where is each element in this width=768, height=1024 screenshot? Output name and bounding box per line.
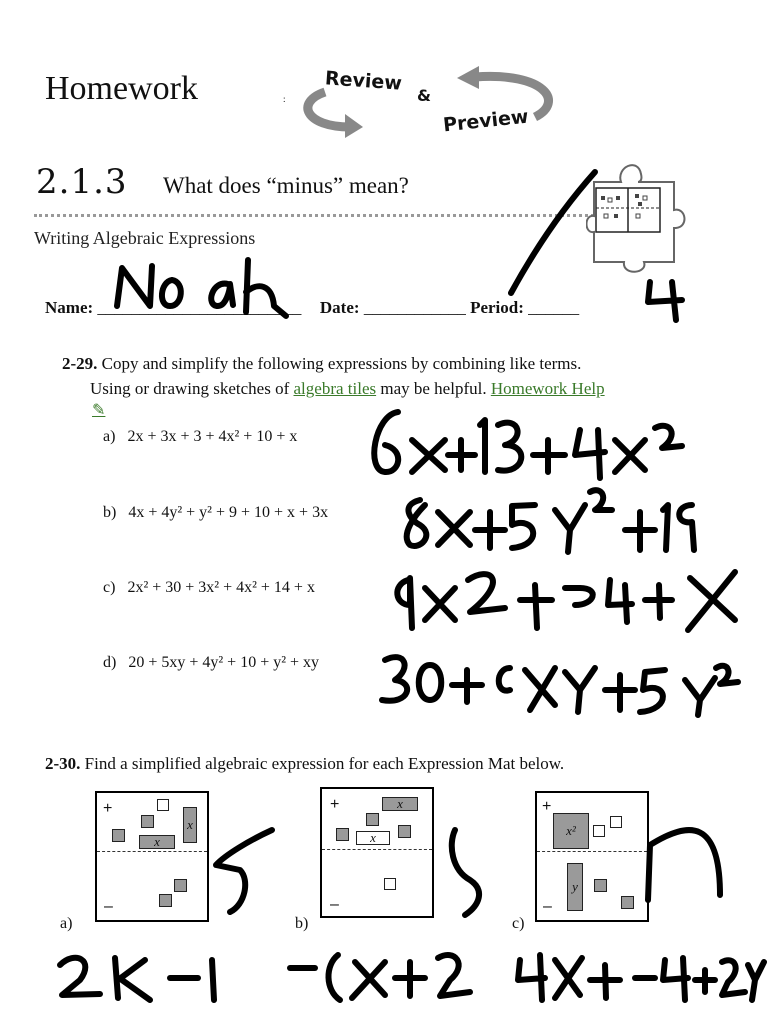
page-title: Homework	[45, 70, 198, 107]
name-field[interactable]: ________________________	[97, 298, 302, 317]
stray-mark: :	[283, 94, 286, 104]
period-field[interactable]: ______	[528, 298, 580, 317]
x-tile-horizontal: x	[382, 797, 418, 811]
x-tile-negative: x	[356, 831, 390, 845]
lesson-number: 2.1.3	[36, 162, 128, 202]
x-tile-vertical: x	[183, 807, 197, 843]
problem-230-text: Find a simplified algebraic expression for each Expression Mat below.	[84, 754, 565, 773]
problem-229-line2-mid: may be helpful.	[376, 379, 491, 398]
date-field[interactable]: ____________	[363, 298, 466, 317]
mat-plus-sign: +	[542, 798, 552, 815]
x-tile-horizontal: x	[139, 835, 175, 849]
algebra-tiles-link[interactable]: algebra tiles	[293, 379, 377, 398]
expr-d-label: d)	[103, 654, 117, 671]
pencil-icon[interactable]: ✎	[92, 400, 106, 419]
mat-c-label: c)	[512, 915, 525, 932]
mat-minus-sign: –	[104, 898, 113, 915]
logo-preview-text: Preview	[442, 105, 530, 137]
expr-b-label: b)	[103, 504, 117, 521]
expr-d-text: 20 + 5xy + 4y² + 10 + y² + xy	[128, 654, 320, 671]
mat-b-label: b)	[295, 915, 309, 932]
date-label: Date:	[319, 298, 360, 317]
lesson-topic: Writing Algebraic Expressions	[34, 228, 256, 248]
expr-a-text: 2x + 3x + 3 + 4x² + 10 + x	[127, 428, 298, 445]
problem-230-number: 2-30.	[45, 754, 81, 773]
expr-c-text: 2x² + 30 + 3x² + 4x² + 14 + x	[127, 579, 315, 596]
y-tile: y	[567, 863, 583, 911]
mat-plus-sign: +	[103, 800, 113, 817]
homework-help-link[interactable]: Homework Help	[490, 379, 605, 398]
x-squared-tile: x²	[553, 813, 589, 849]
expr-b-text: 4x + 4y² + y² + 9 + 10 + x + 3x	[128, 504, 329, 521]
expr-a-label: a)	[103, 428, 116, 445]
logo-review-text: Review	[324, 67, 403, 95]
lesson-question: What does “minus” mean?	[163, 173, 409, 198]
mat-a-label: a)	[60, 915, 73, 932]
mat-plus-sign: +	[330, 796, 340, 813]
mat-minus-sign: –	[330, 896, 339, 913]
expr-c-label: c)	[103, 579, 116, 596]
problem-229-line2-prefix: Using or drawing sketches of	[90, 379, 294, 398]
problem-229-number: 2-29.	[62, 354, 98, 373]
logo-amp-text: &	[417, 86, 431, 105]
period-label: Period:	[470, 298, 524, 317]
mat-minus-sign: –	[543, 898, 552, 915]
problem-229-line1: Copy and simplify the following expressions by combining like terms.	[101, 354, 582, 373]
name-label: Name:	[45, 298, 94, 317]
